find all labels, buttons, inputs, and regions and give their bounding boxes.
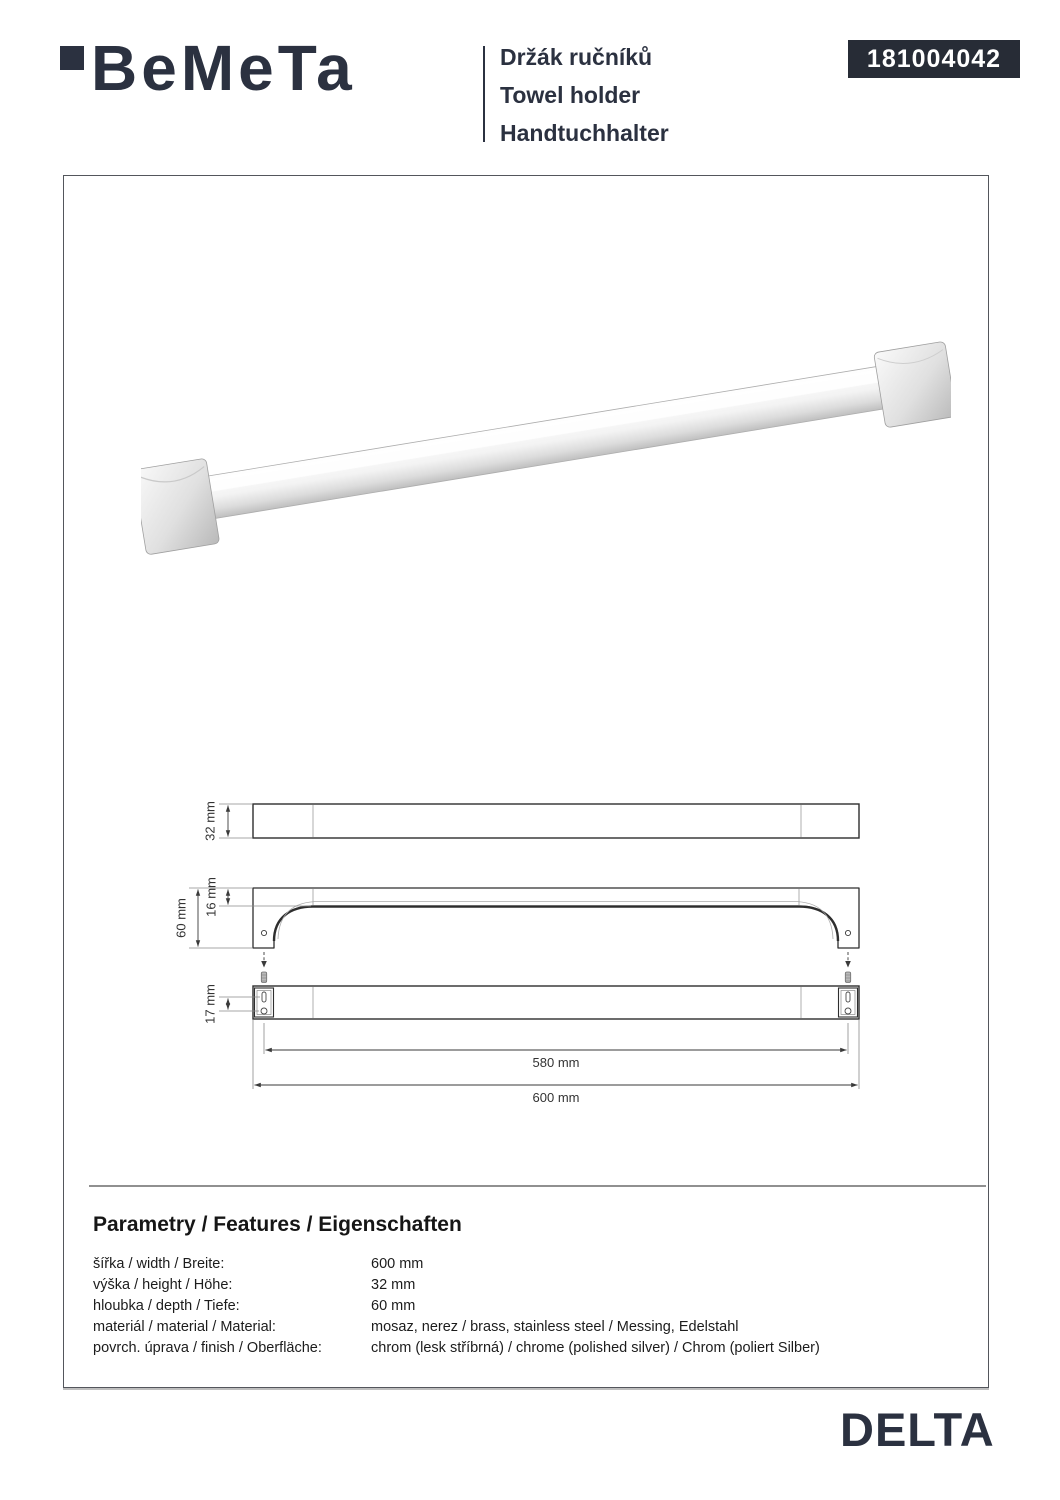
header-divider xyxy=(483,46,485,142)
product-titles xyxy=(500,38,669,152)
parameter-value: chrom (lesk stříbrná) / chrome (polished silver) / Chrom (poliert Silber) xyxy=(371,1340,820,1356)
parameter-row xyxy=(93,1275,820,1296)
left-screw-hole xyxy=(261,930,266,935)
dim-600mm: 600 mm xyxy=(532,1090,580,1105)
towel-bar-render xyxy=(141,337,951,555)
parameter-label: povrch. úprava / finish / Oberfläche: xyxy=(93,1340,322,1356)
product-title-en: Towel holder xyxy=(500,82,641,108)
front-view xyxy=(173,877,859,948)
dim-580mm: 580 mm xyxy=(532,1055,580,1070)
dim-32mm: 32 mm xyxy=(202,801,218,841)
content-frame xyxy=(63,175,989,1388)
parameter-value: 60 mm xyxy=(371,1298,416,1314)
product-code-badge: 181004042 xyxy=(848,40,1020,78)
parameter-label: šířka / width / Breite: xyxy=(93,1256,225,1272)
top-view xyxy=(202,801,859,841)
parameter-value: 32 mm xyxy=(371,1277,416,1293)
parameter-value: mosaz, nerez / brass, stainless steel / Messing, Edelstahl xyxy=(371,1319,739,1335)
series-name: DELTA xyxy=(840,1403,995,1456)
parameter-label: výška / height / Höhe: xyxy=(93,1277,233,1293)
dim-16mm: 16 mm xyxy=(203,877,219,917)
parameters-heading: Parametry / Features / Eigenschaften xyxy=(93,1213,462,1236)
brand-logo xyxy=(60,34,356,102)
parameter-label: hloubka / depth / Tiefe: xyxy=(93,1298,240,1314)
right-wall-mount xyxy=(874,341,951,428)
right-screw-hole xyxy=(845,930,850,935)
logo-square-icon xyxy=(60,46,84,70)
product-render xyxy=(141,326,951,556)
parameter-value: 600 mm xyxy=(371,1256,424,1272)
technical-drawing xyxy=(171,791,891,1111)
section-divider xyxy=(89,1185,986,1187)
product-title-de: Handtuchhalter xyxy=(500,120,669,146)
dim-60mm: 60 mm xyxy=(173,898,189,938)
product-title-cs: Držák ručníků xyxy=(500,44,653,70)
parameter-row xyxy=(93,1317,820,1338)
dim-17mm: 17 mm xyxy=(202,984,218,1024)
parameter-label: materiál / material / Material: xyxy=(93,1319,276,1335)
mounting-indicators xyxy=(261,952,851,983)
parameter-row xyxy=(93,1338,820,1359)
parameters-table xyxy=(93,1254,820,1359)
left-wall-mount xyxy=(141,458,220,555)
brand-name: BeMeTa xyxy=(91,32,356,104)
bottom-view xyxy=(202,984,859,1024)
parameter-row xyxy=(93,1296,820,1317)
width-dimensions xyxy=(253,1020,859,1105)
parameter-row xyxy=(93,1254,820,1275)
